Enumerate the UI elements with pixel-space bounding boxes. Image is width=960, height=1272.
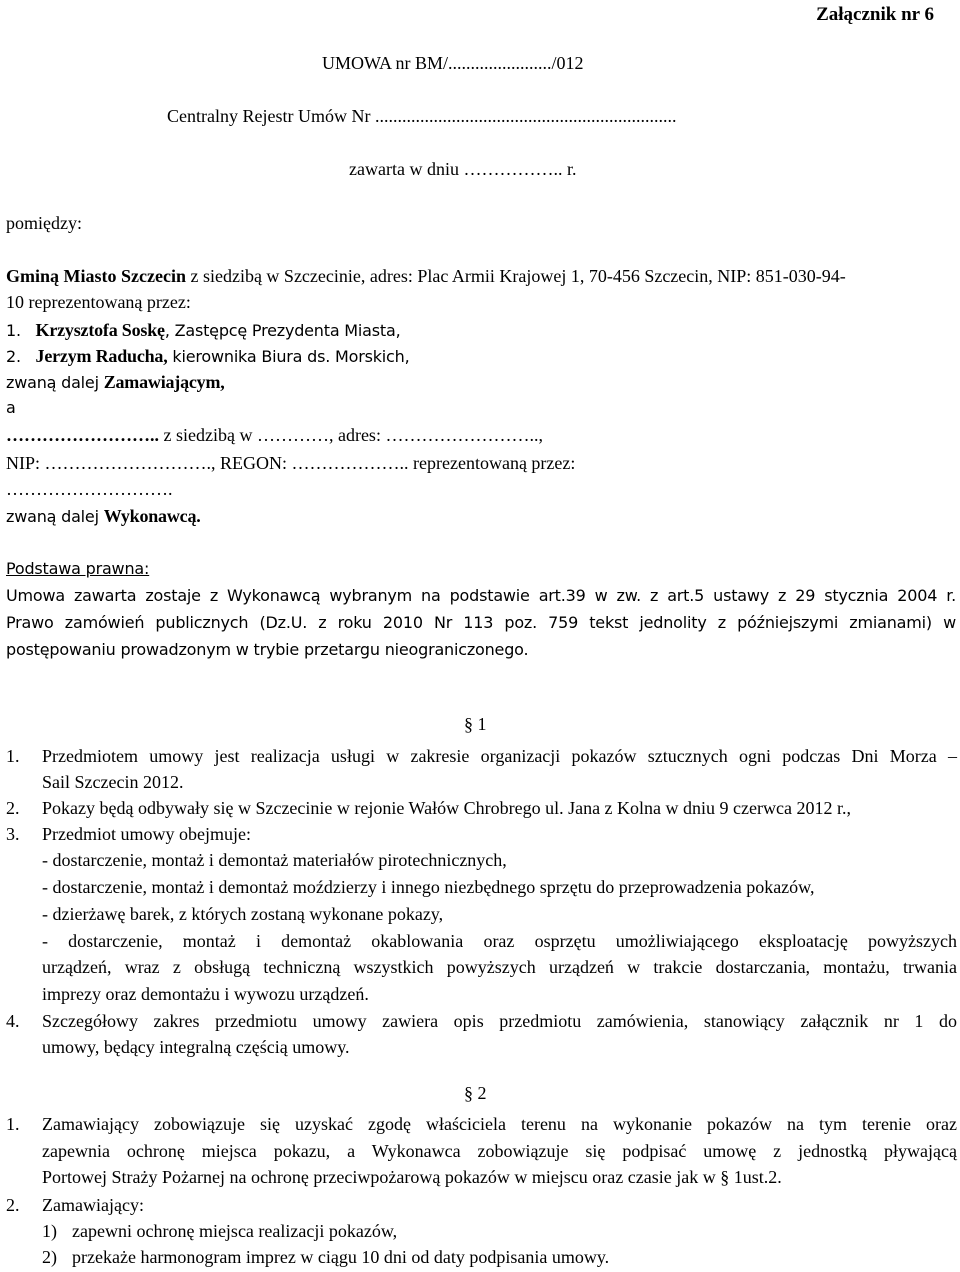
scope-bullet-line: urządzeń, wraz z obsługą techniczną wszystkich powyższych urządzeń w trakcie dostarczania, montażu, trwania bbox=[42, 957, 957, 977]
sub-list-number: 2) bbox=[42, 1247, 57, 1267]
list-number: 2. bbox=[6, 347, 21, 366]
zamawiajacy-prefix: zwaną dalej bbox=[6, 373, 104, 392]
representative-blank: ………………………. bbox=[6, 479, 173, 499]
section1-item2: Pokazy będą odbywały się w Szczecinie w rejonie Wałów Chrobrego ul. Jana z Kolna w dniu 9 czerwca 2012 r., bbox=[42, 798, 851, 818]
list-number: 1. bbox=[6, 746, 20, 766]
zamawiajacy-line bbox=[6, 371, 225, 394]
section1-item1-line: Przedmiotem umowy jest realizacja usługi w zakresie organizacji pokazów sztucznych ogni podczas Dni Morza – bbox=[42, 746, 957, 766]
legal-basis-line: Umowa zawarta zostaje z Wykonawcą wybranym na podstawie art.39 w zw. z art.5 ustawy z 29 stycznia 2004 r. bbox=[6, 586, 956, 605]
representative-name: Jerzym Raducha, bbox=[35, 346, 168, 366]
between-label: pomiędzy: bbox=[6, 213, 82, 233]
representative-name: Krzysztofa Soskę bbox=[35, 320, 165, 340]
scope-bullet: - dostarczenie, montaż i demontaż moździerzy i innego niezbędnego sprzętu do przeprowadzenia pokazów, bbox=[42, 877, 815, 897]
scope-bullet: - dzierżawę barek, z których zostaną wykonane pokazy, bbox=[42, 904, 444, 924]
gmina-line bbox=[6, 265, 846, 287]
contractor-name-blank: …………………….. bbox=[6, 425, 159, 445]
list-number: 4. bbox=[6, 1011, 20, 1031]
section1-item1-line: Sail Szczecin 2012. bbox=[42, 772, 184, 792]
representative-role: kierownika Biura ds. Morskich, bbox=[167, 347, 410, 366]
representative-role: , Zastępcę Prezydenta Miasta, bbox=[164, 321, 401, 340]
registry-number: Centralny Rejestr Umów Nr ................................................................... bbox=[167, 106, 677, 126]
contractor-address: z siedzibą w …………, adres: …………………….., bbox=[159, 425, 543, 445]
section1-item3: Przedmiot umowy obejmuje: bbox=[42, 824, 251, 844]
representative-1 bbox=[6, 319, 400, 342]
list-number: 2. bbox=[6, 798, 20, 818]
section2-item1-line: Zamawiający zobowiązuje się uzyskać zgodę właściciela terenu na wykonanie pokazów na tym terenie oraz bbox=[42, 1114, 957, 1134]
list-number: 2. bbox=[6, 1195, 20, 1215]
legal-basis-heading: Podstawa prawna: bbox=[6, 559, 150, 578]
section-sign-2: § 2 bbox=[464, 1083, 487, 1103]
list-number: 1. bbox=[6, 321, 21, 340]
scope-bullet: - dostarczenie, montaż i demontaż okablowania oraz osprzętu umożliwiającego eksploatację powyższych bbox=[42, 931, 957, 951]
nip-regon-line: NIP: ………………………., REGON: ……………….. reprezentowaną przez: bbox=[6, 453, 576, 473]
section2-sub-item: przekaże harmonogram imprez w ciągu 10 dni od daty podpisania umowy. bbox=[72, 1247, 610, 1267]
wykonawca-prefix: zwaną dalej bbox=[6, 507, 104, 526]
gmina-name: Gminą Miasto Szczecin bbox=[6, 266, 186, 286]
legal-basis-line: Prawo zamówień publicznych (Dz.U. z roku 2010 Nr 113 poz. 759 tekst jednolity z późniejszymi zmianami) w bbox=[6, 613, 956, 632]
contractor-line bbox=[6, 424, 543, 446]
and-label: a bbox=[6, 398, 16, 417]
legal-basis-line: postępowaniu prowadzonym w trybie przetargu nieograniczonego. bbox=[6, 640, 529, 659]
section2-item2: Zamawiający: bbox=[42, 1195, 144, 1215]
contract-number: UMOWA nr BM/......................./012 bbox=[322, 53, 584, 73]
representative-2 bbox=[6, 345, 409, 368]
section2-item1-line: zapewnia ochronę miejsca pokazu, a Wykonawca zobowiązuje się podpisać umowę z jednostką pływającą bbox=[42, 1141, 957, 1161]
scope-bullet: - dostarczenie, montaż i demontaż materiałów pirotechnicznych, bbox=[42, 850, 507, 870]
section1-item4-line: Szczegółowy zakres przedmiotu umowy zawiera opis przedmiotu zamówienia, stanowiący załącznik nr 1 do bbox=[42, 1011, 957, 1031]
wykonawca-name: Wykonawcą. bbox=[103, 506, 201, 526]
sub-list-number: 1) bbox=[42, 1221, 57, 1241]
section-sign-1: § 1 bbox=[464, 714, 487, 734]
annex-label: Załącznik nr 6 bbox=[816, 4, 934, 25]
wykonawca-line bbox=[6, 505, 201, 528]
gmina-line-2: 10 reprezentowaną przez: bbox=[6, 292, 191, 312]
section2-sub-item: zapewni ochronę miejsca realizacji pokazów, bbox=[72, 1221, 398, 1241]
section2-item1-line: Portowej Straży Pożarnej na ochronę przeciwpożarową pokazów w miejscu oraz czasie jak w § 1ust.2. bbox=[42, 1167, 782, 1187]
conclusion-date: zawarta w dniu …………….. r. bbox=[349, 159, 577, 179]
list-number: 1. bbox=[6, 1114, 20, 1134]
zamawiajacy-name: Zamawiającym, bbox=[103, 372, 225, 392]
scope-bullet-line: imprezy oraz demontażu i wywozu urządzeń. bbox=[42, 984, 369, 1004]
list-number: 3. bbox=[6, 824, 20, 844]
gmina-details: z siedzibą w Szczecinie, adres: Plac Armii Krajowej 1, 70-456 Szczecin, NIP: 851-030-94- bbox=[185, 266, 846, 286]
section1-item4-line: umowy, będący integralną częścią umowy. bbox=[42, 1037, 350, 1057]
